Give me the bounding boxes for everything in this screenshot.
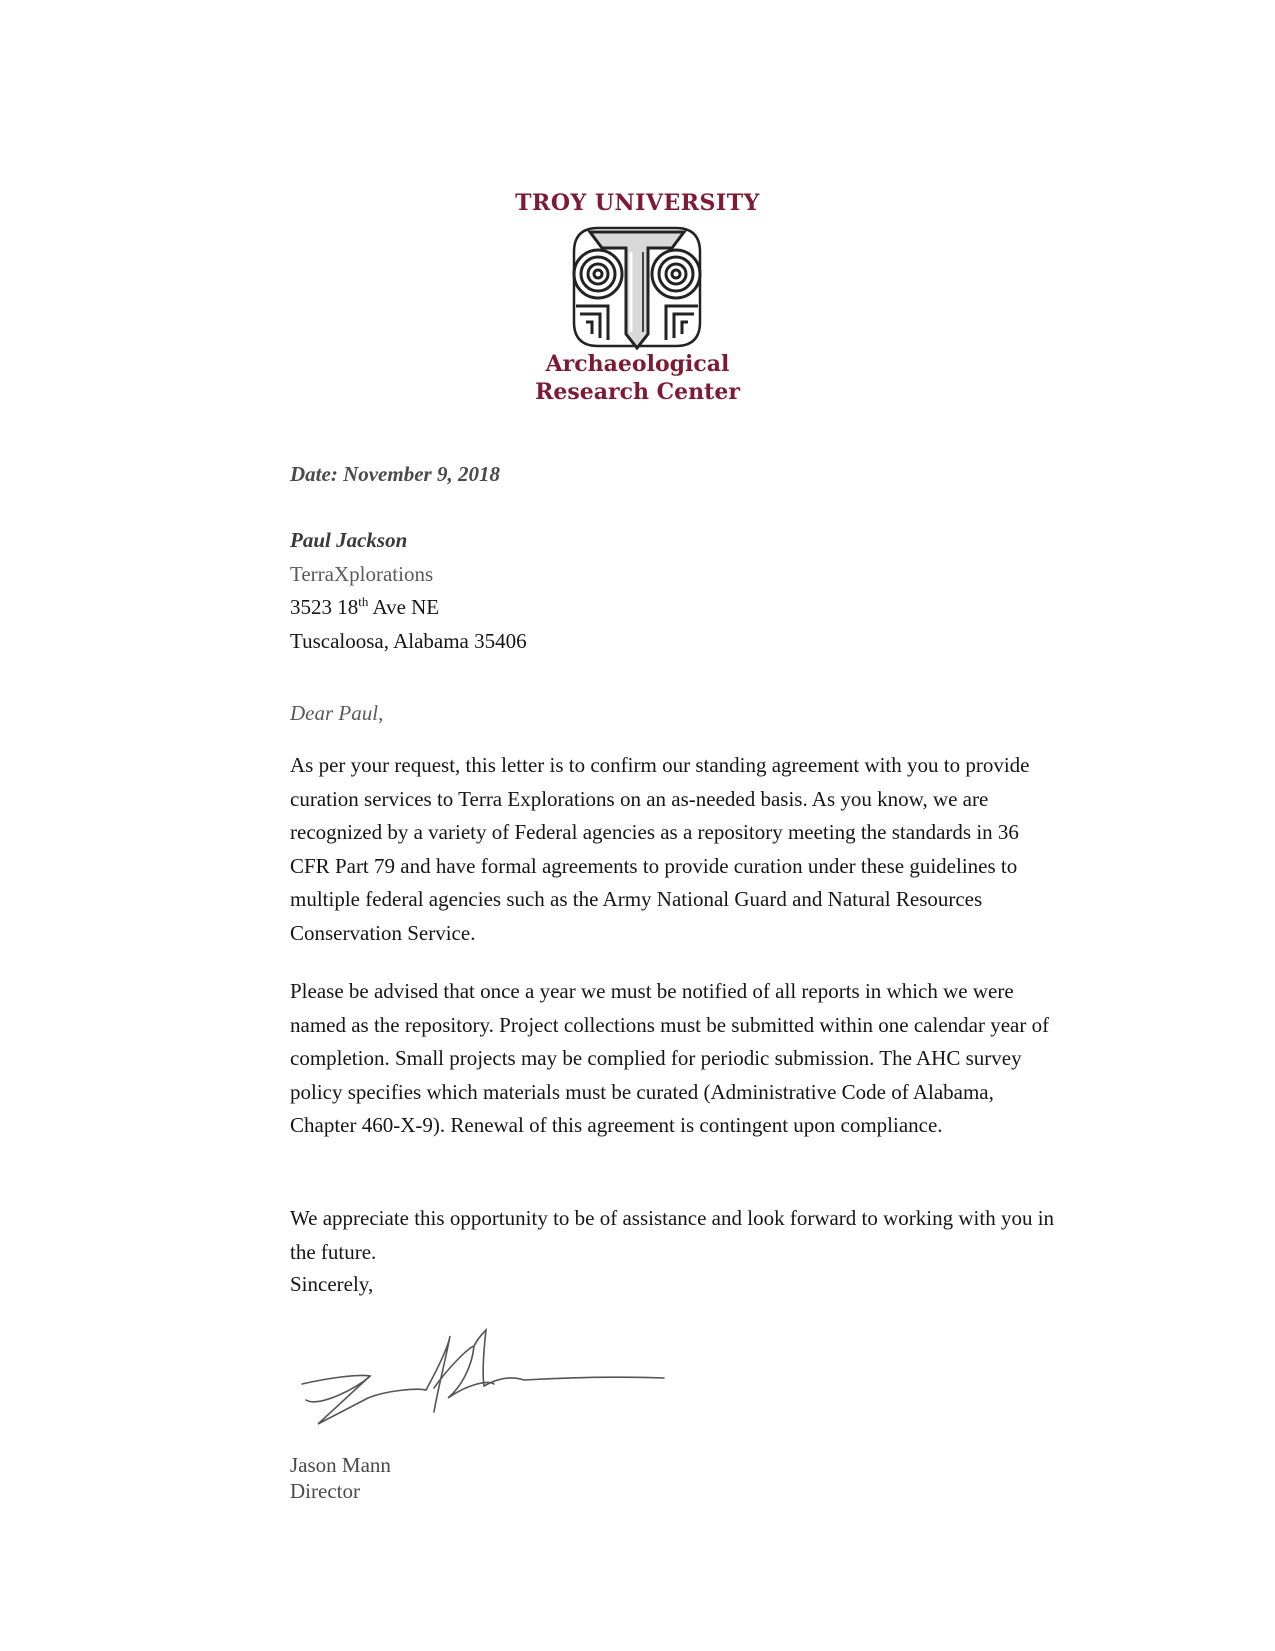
street-number: 3523 18 (290, 595, 359, 620)
salutation: Dear Paul, (290, 701, 384, 725)
recipient-block (290, 524, 1060, 658)
body-paragraph-2: Please be advised that once a year we must be notified of all reports in which we were named as the repository. Project collections must be submitted within one calendar year of completion. Small projects may be complied for periodic submission. The AHC survey policy specifies which materials must be curated (Administrative Code of Alabama, Chapter 460-X-9). Renewal of this agreement is contingent upon compliance. (290, 979, 1050, 1138)
university-name: TROY UNIVERSITY (515, 190, 760, 216)
troy-archaeology-t-icon (568, 222, 706, 352)
recipient-city-line: Tuscaloosa, Alabama 35406 (290, 628, 527, 653)
letter-date: Date: November 9, 2018 (290, 462, 500, 486)
recipient-street-address (290, 591, 1060, 625)
research-center-line1: Archaeological (545, 351, 730, 377)
closing: Sincerely, (290, 1272, 374, 1296)
street-ordinal: th (358, 594, 369, 610)
street-name: Ave NE (368, 595, 440, 620)
signer-block (290, 1452, 1060, 1504)
recipient-name: Paul Jackson (290, 528, 408, 552)
research-center-line2: Research Center (535, 379, 740, 405)
body-paragraph-3: We appreciate this opportunity to be of assistance and look forward to working with you in the future. (290, 1206, 1055, 1264)
body-paragraph-1: As per your request, this letter is to confirm our standing agreement with you to provide curation services to Terra Explorations on an as-needed basis. As you know, we are recognized by a variety of Federal agencies as a repository meeting the standards in 36 CFR Part 79 and have formal agreements to provide curation under these guidelines to multiple federal agencies such as the Army National Guard and Natural Resources Conservation Service. (290, 753, 1030, 945)
handwritten-signature (298, 1328, 668, 1440)
signer-title: Director (290, 1479, 360, 1503)
research-center-name (0, 350, 1275, 406)
signer-name: Jason Mann (290, 1453, 391, 1477)
recipient-company: TerraXplorations (290, 561, 434, 586)
